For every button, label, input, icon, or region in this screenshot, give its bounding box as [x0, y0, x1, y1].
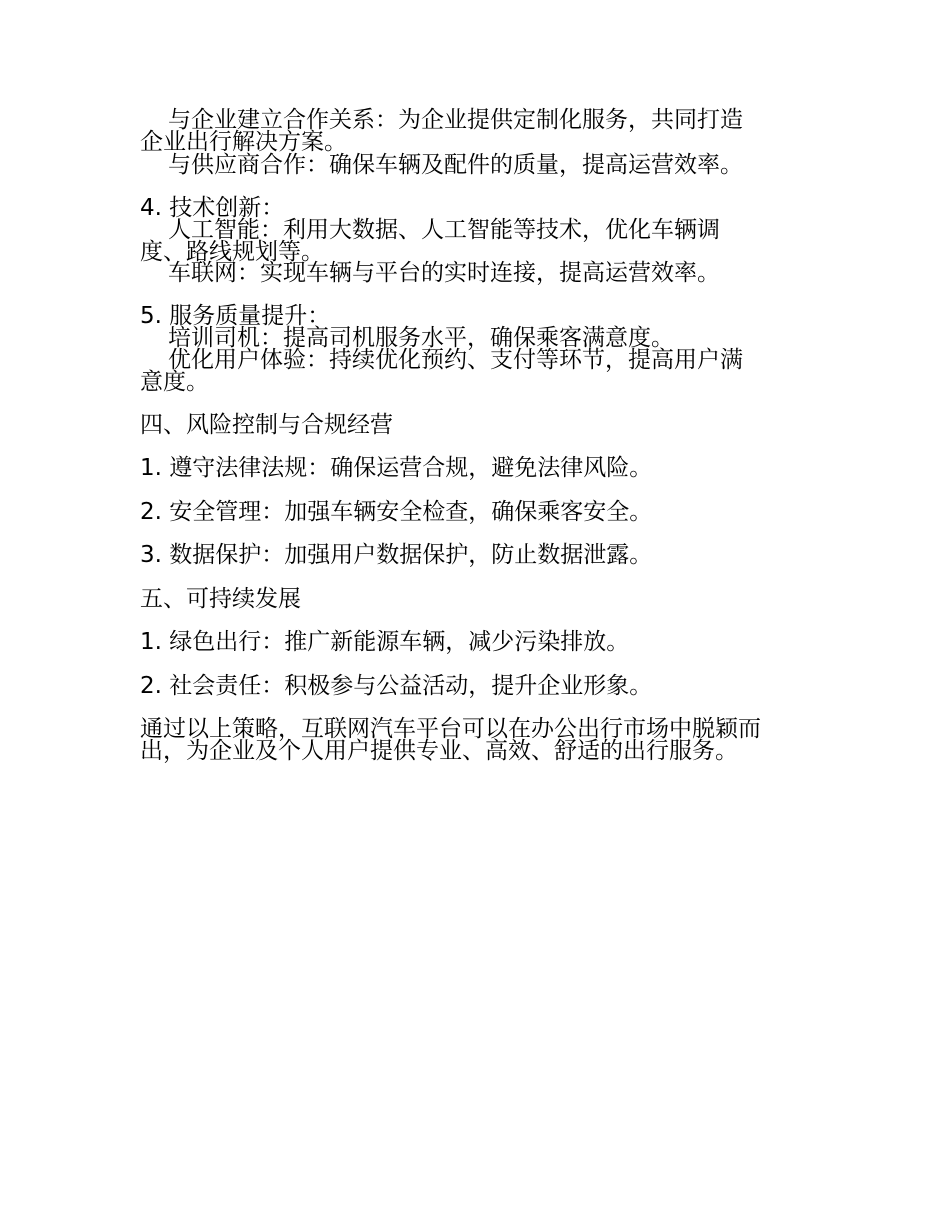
list-item-risk-2: 2. 安全管理：加强车辆安全检查，确保乘客安全。: [140, 499, 653, 525]
section-heading-sustain: 五、可持续发展: [140, 586, 301, 612]
section-heading-risk: 四、风险控制与合规经营: [140, 412, 393, 438]
paragraph-coop-enterprise-line-2: 企业出行解决方案。: [140, 129, 347, 155]
heading-service-quality: 5. 服务质量提升：: [140, 303, 331, 329]
paragraph-tech-ai-line-1: 人工智能：利用大数据、人工智能等技术，优化车辆调: [168, 217, 720, 243]
paragraph-service-ux-line-2: 意度。: [140, 369, 209, 395]
paragraph-service-training: 培训司机：提高司机服务水平，确保乘客满意度。: [168, 325, 674, 351]
paragraph-conclusion-line-2: 出，为企业及个人用户提供专业、高效、舒适的出行服务。: [140, 738, 738, 764]
paragraph-service-ux-line-1: 优化用户体验：持续优化预约、支付等环节，提高用户满: [168, 347, 743, 373]
paragraph-tech-ai-line-2: 度、路线规划等。: [140, 239, 324, 265]
paragraph-tech-iov: 车联网：实现车辆与平台的实时连接，提高运营效率。: [168, 260, 720, 286]
paragraph-coop-supplier: 与供应商合作：确保车辆及配件的质量，提高运营效率。: [168, 152, 743, 178]
list-item-risk-3: 3. 数据保护：加强用户数据保护，防止数据泄露。: [140, 542, 653, 568]
heading-tech-innovation: 4. 技术创新：: [140, 195, 285, 221]
list-item-sustain-1: 1. 绿色出行：推广新能源车辆，减少污染排放。: [140, 629, 630, 655]
list-item-sustain-2: 2. 社会责任：积极参与公益活动，提升企业形象。: [140, 673, 653, 699]
list-item-risk-1: 1. 遵守法律法规：确保运营合规，避免法律风险。: [140, 455, 653, 481]
paragraph-coop-enterprise-line-1: 与企业建立合作关系：为企业提供定制化服务，共同打造: [168, 107, 743, 133]
paragraph-conclusion-line-1: 通过以上策略，互联网汽车平台可以在办公出行市场中脱颖而: [140, 716, 761, 742]
